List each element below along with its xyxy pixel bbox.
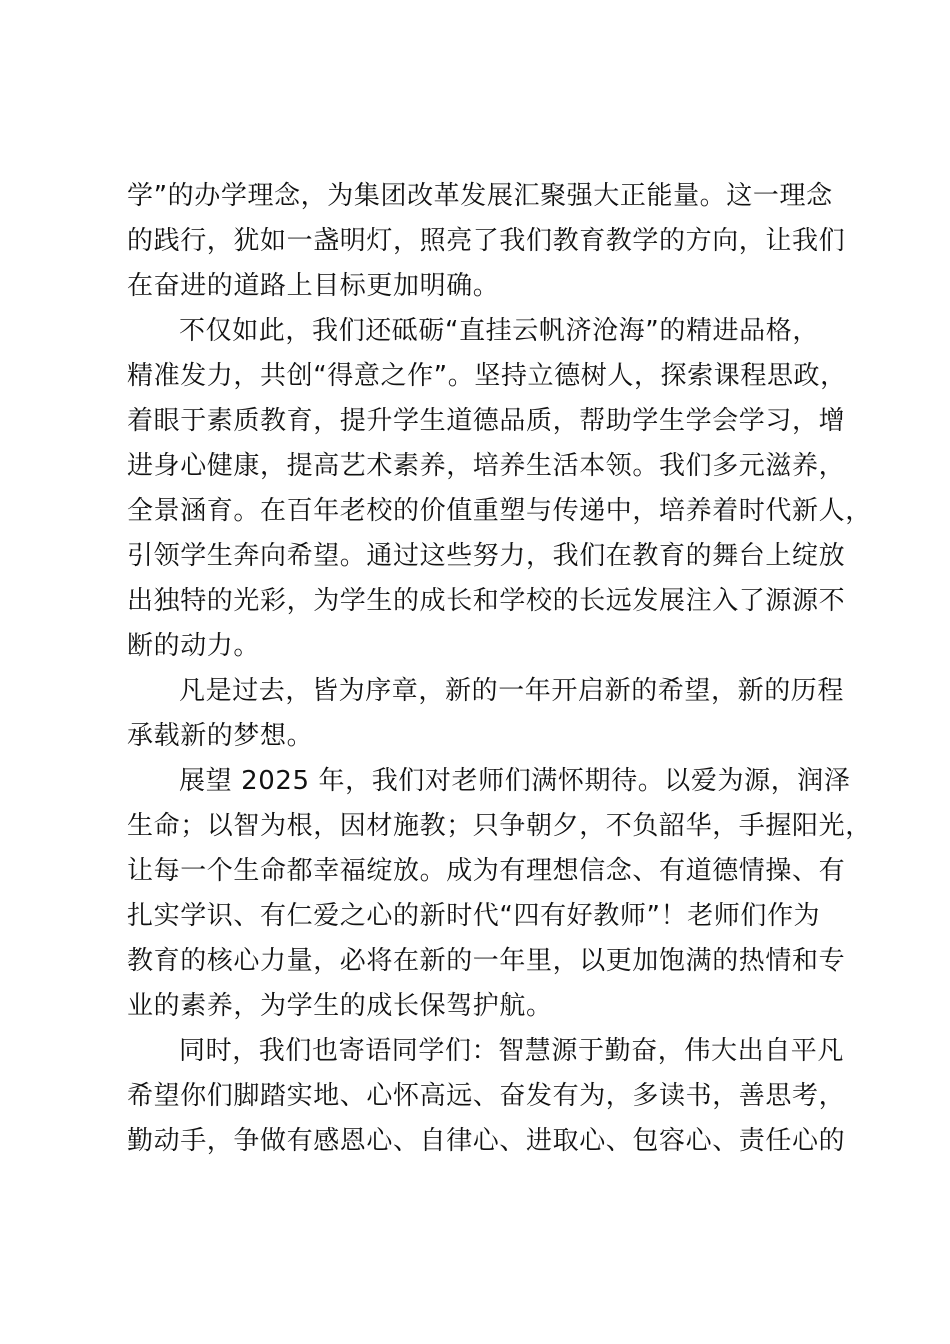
text-line: 引领学生奔向希望。通过这些努力，我们在教育的舞台上绽放: [127, 541, 846, 571]
text-line: 精准发力，共创“得意之作”。坚持立德树人，探索课程思政，: [127, 361, 847, 391]
text-line: 进身心健康，提高艺术素养，培养生活本领。我们多元滋养，: [127, 451, 846, 481]
paragraph-first-line: 展望 2025 年，我们对老师们满怀期待。以爱为源，润泽: [179, 766, 851, 796]
text-line: 承载新的梦想。: [127, 721, 314, 751]
text-line: 学”的办学理念，为集团改革发展汇聚强大正能量。这一理念: [127, 181, 833, 211]
text-line: 在奋进的道路上目标更加明确。: [127, 271, 500, 301]
text-line: 的践行，犹如一盏明灯，照亮了我们教育教学的方向，让我们: [127, 226, 846, 256]
text-line: 让每一个生命都幸福绽放。成为有理想信念、有道德情操、有: [127, 856, 846, 886]
text-line: 勤动手，争做有感恩心、自律心、进取心、包容心、责任心的: [127, 1126, 846, 1156]
paragraph-first-line: 不仅如此，我们还砥砺“直挂云帆济沧海”的精进品格，: [179, 316, 819, 346]
paragraph-first-line: 凡是过去，皆为序章，新的一年开启新的希望，新的历程: [179, 676, 845, 706]
text-line: 断的动力。: [127, 631, 261, 661]
text-line: 业的素养，为学生的成长保驾护航。: [127, 991, 553, 1021]
text-line: 出独特的光彩，为学生的成长和学校的长远发展注入了源源不: [127, 586, 846, 616]
text-line: 生命；以智为根，因材施教；只争朝夕，不负韶华，手握阳光，: [127, 811, 872, 841]
body-text: [127, 174, 872, 1164]
text-line: 全景涵育。在百年老校的价值重塑与传递中，培养着时代新人，: [127, 496, 872, 526]
text-line: 着眼于素质教育，提升学生道德品质，帮助学生学会学习，增: [127, 406, 846, 436]
text-line: 教育的核心力量，必将在新的一年里，以更加饱满的热情和专: [127, 946, 846, 976]
text-line: 希望你们脚踏实地、心怀高远、奋发有为，多读书，善思考，: [127, 1081, 846, 1111]
text-line: 扎实学识、有仁爱之心的新时代“四有好教师”！老师们作为: [127, 901, 821, 931]
paragraph-first-line: 同时，我们也寄语同学们：智慧源于勤奋，伟大出自平凡: [179, 1036, 845, 1066]
